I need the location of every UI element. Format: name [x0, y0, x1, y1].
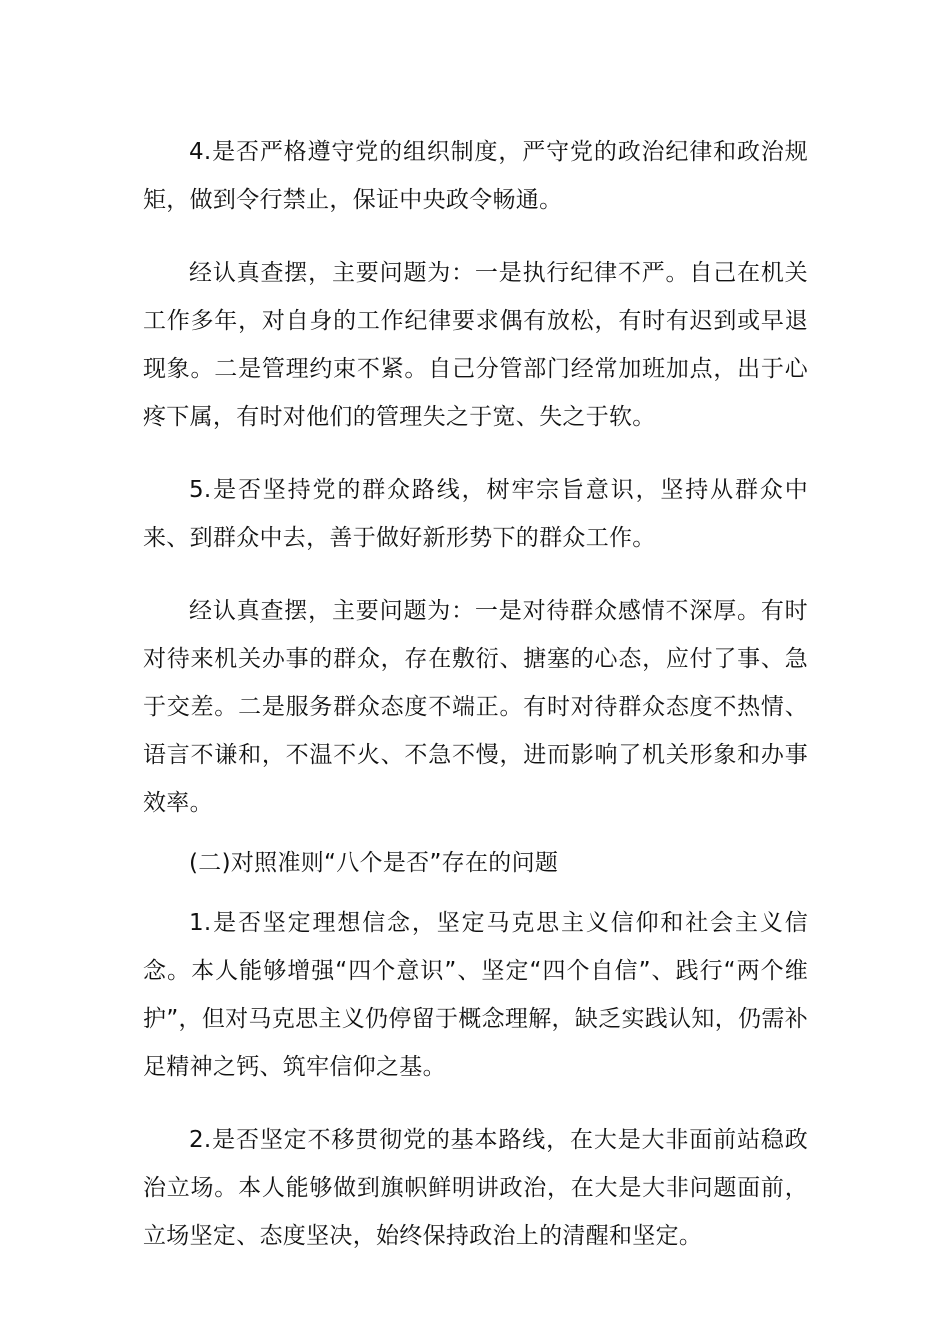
paragraph-masses-findings: 经认真查摆，主要问题为：一是对待群众感情不深厚。有时对待来机关办事的群众，存在敷衍、搪塞的心态，应付了事、急于交差。二是服务群众态度不端正。有时对待群众态度不热情、语言不谦和，不温不火、不急不慢，进而影响了机关形象和办事效率。 — [143, 598, 808, 816]
paragraph-gap — [143, 827, 808, 839]
paragraph-gap — [143, 562, 808, 587]
paragraph-discipline-findings: 经认真查摆，主要问题为：一是执行纪律不严。自己在机关工作多年，对自身的工作纪律要求偶有放松，有时有迟到或早退现象。二是管理约束不紧。自己分管部门经常加班加点，出于心疼下属，有时对他们的管理失之于宽、失之于软。 — [143, 260, 808, 430]
document-body — [143, 128, 808, 1260]
paragraph-item-1: 1.是否坚定理想信念，坚定马克思主义信仰和社会主义信念。本人能够增强“四个意识”、坚定“四个自信”、践行“两个维护”，但对马克思主义仍停留于概念理解，缺乏实践认知，仍需补足精神之钙、筑牢信仰之基。 — [143, 910, 808, 1080]
paragraph-item-5: 5.是否坚持党的群众路线，树牢宗旨意识，坚持从群众中来、到群众中去，善于做好新形势下的群众工作。 — [143, 477, 808, 551]
section-heading-eight-questions: (二)对照准则“八个是否”存在的问题 — [189, 850, 559, 876]
paragraph-gap — [143, 1091, 808, 1116]
paragraph-gap — [143, 441, 808, 466]
paragraph-gap — [143, 224, 808, 249]
paragraph-item-2: 2.是否坚定不移贯彻党的基本路线，在大是大非面前站稳政治立场。本人能够做到旗帜鲜明讲政治，在大是大非问题面前，立场坚定、态度坚决，始终保持政治上的清醒和坚定。 — [143, 1127, 808, 1249]
paragraph-gap — [143, 887, 808, 899]
paragraph-item-4: 4.是否严格遵守党的组织制度，严守党的政治纪律和政治规矩，做到令行禁止，保证中央政令畅通。 — [143, 139, 808, 213]
